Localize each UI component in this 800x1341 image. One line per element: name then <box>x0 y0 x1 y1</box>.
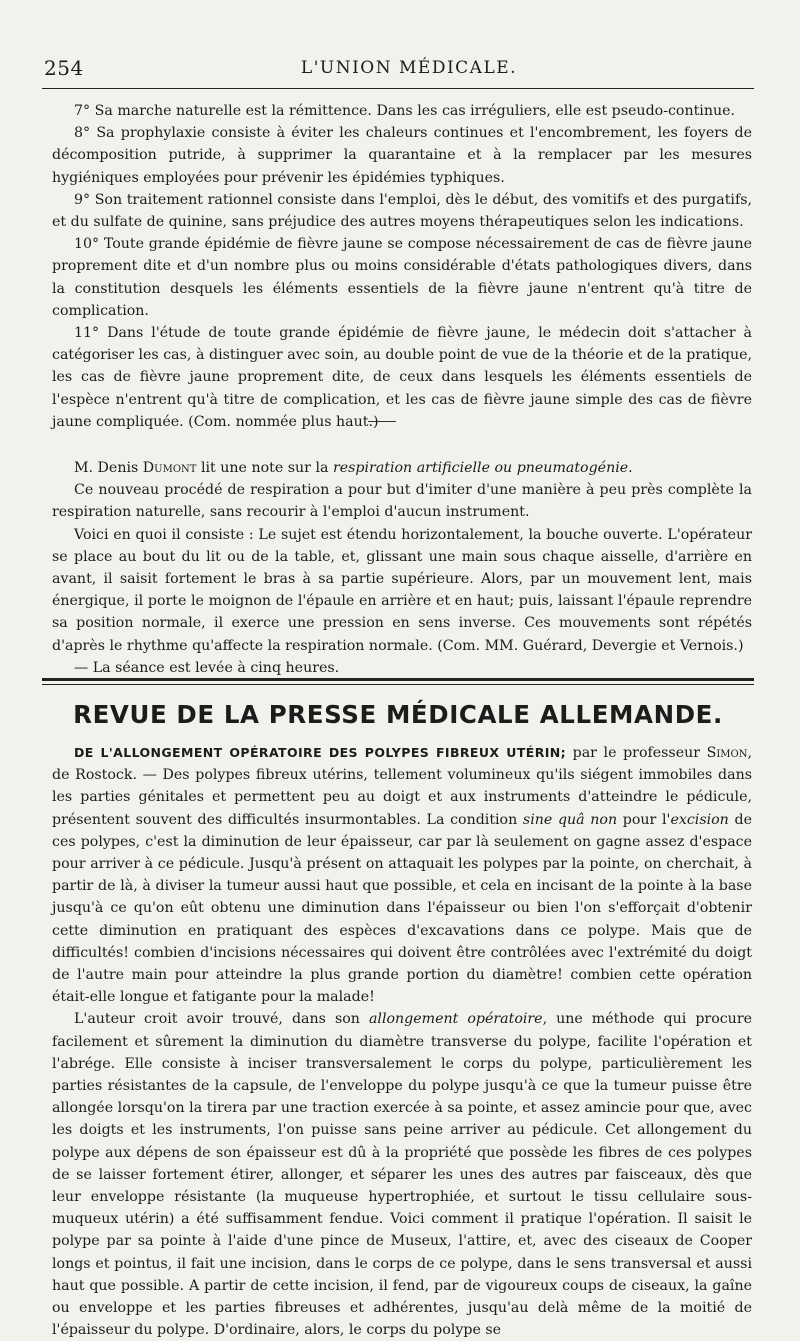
dumont-intro-prefix: M. Denis <box>74 460 143 477</box>
dumont-intro-mid: lit une note sur la <box>196 460 333 477</box>
author-prefix: par le professeur <box>566 745 707 761</box>
article-p2-a: L'auteur croit avoir trouvé, dans son <box>74 1011 369 1028</box>
dumont-name: Dumont <box>142 460 197 477</box>
article-p1-a: , de Rostock. — Des polypes fibreux utérins, tellement volumineux qu'ils siégent immobiles dans les parties génitales et permettent peu au doigt et aux instruments d'atteindre le pédicule, présentent souvent des difficultés insurmontables. La condition <box>52 745 752 828</box>
conclusion-10: 10° Toute grande épidémie de fièvre jaune se compose nécessairement de cas de fièvre jaune proprement dite et d'un nombre plus ou moins considérable d'états pathologiques divers, dans la constitution desquels les éléments essentiels de la fièvre jaune n'entrent qu'à titre de complication. <box>52 236 752 319</box>
running-header <box>44 54 754 84</box>
dumont-paragraph-3: Voici en quoi il consiste : Le sujet est étendu horizontalement, la bouche ouverte. L'opérateur se place au bout du lit ou de la table, et, glissant une main sous chaque aisselle, d'arrière en avant, il saisit fortement le bras à sa partie supérieure. Alors, par un mouvement lent, mais énergique, il porte le moignon de l'épaule en arrière et en haut; puis, laissant l'épaule reprendre sa position normale, il exerce une pression en sens inverse. Ces mouvements sont répétés d'après le rhythme qu'affecte la respiration normale. (Com. MM. Guérard, Devergie et Vernois.) <box>52 526 752 654</box>
conclusion-11: 11° Dans l'étude de toute grande épidémie de fièvre jaune, le médecin doit s'attacher à catégoriser les cas, à distinguer avec soin, au double point de vue de la théorie et de la pratique, les cas de fièvre jaune proprement dite, de ceux dans lesquels les éléments essentiels de l'espèce n'entrent qu'à titre de complication, et les cas de fièvre jaune simple des cas de fièvre jaune compliquée. (Com. nommée plus haut.) <box>52 325 752 430</box>
term-sine-qua-non: sine quâ non <box>522 811 618 828</box>
academy-report <box>52 100 752 679</box>
author-name: Simon <box>706 745 748 761</box>
separator-mark <box>368 421 396 422</box>
article-heading: DE L'ALLONGEMENT OPÉRATOIRE DES POLYPES FIBREUX UTÉRIN; <box>74 745 567 760</box>
german-press-article <box>52 742 752 1341</box>
article-p2-b: , une méthode qui procure facilement et sûrement la diminution du diamètre transverse du polype, facilite l'opération et l'abrége. Elle consiste à inciser transversalement le corps du polype, particulièrement les parties résistantes de la capsule, de l'enveloppe du polype jusqu'à ce que la tumeur puisse être allongée lorsqu'on la tirera par une traction exercée à sa pointe, et assez amincie pour que, avec les doigts et les instruments, l'on puisse sans peine arriver au pédicule. Cet allongement du polype aux dépens de son épaisseur est dû à la propriété que possède les fibres de ces polypes de se laisser fortement étirer, allonger, et séparer les unes des autres par faisceaux, dès que leur enveloppe résistante (la muqueuse hypertrophiée, et surtout le tissu cellulaire sous-muqueux utérin) a été suffisamment fendue. Voici comment il pratique l'opération. Il saisit le polype par sa pointe à l'aide d'une pince de Museux, l'attire, et, avec des ciseaux de Cooper longs et pointus, il fait une incision, dans le corps de ce polype, dans le sens transversal et aussi haut que possible. A partir de cette incision, il fend, par de vigoureux coups de ciseaux, la gaîne ou enveloppe et les parties fibreuses et adhérentes, jusqu'au delà même de la moitié de l'épaisseur du polype. D'ordinaire, alors, le corps du polype se <box>52 1011 752 1339</box>
article-paragraph-2 <box>52 1008 752 1341</box>
conclusion-9: 9° Son traitement rationnel consiste dans l'emploi, dès le début, des vomitifs et des purgatifs, et du sulfate de quinine, sans préjudice des autres moyens thérapeutiques selon les indications. <box>52 191 752 231</box>
dumont-paragraph-2: Ce nouveau procédé de respiration a pour but d'imiter d'une manière à peu près complète la respiration naturelle, sans recourir à l'emploi d'aucun instrument. <box>52 482 752 521</box>
section-double-rule-thin <box>42 684 754 685</box>
article-p1-b: pour l' <box>617 811 671 828</box>
conclusion-7: 7° Sa marche naturelle est la rémittence. Dans les cas irréguliers, elle est pseudo-continue. <box>74 103 736 119</box>
conclusion-8: 8° Sa prophylaxie consiste à éviter les chaleurs continues et l'encombrement, les foyers de décomposition putride, à supprimer la quarantaine et à la remplacer par les mesures hygiéniques employées pour prévenir les épidémies typhiques. <box>52 125 752 186</box>
note-title: respiration artificielle ou pneumatogénie. <box>332 460 633 477</box>
header-rule <box>42 88 754 89</box>
dumont-intro <box>52 457 752 479</box>
article-paragraph-1 <box>52 742 752 1008</box>
session-closing: — La séance est levée à cinq heures. <box>74 659 340 676</box>
term-allongement: allongement opératoire <box>368 1011 543 1028</box>
section-double-rule-thick <box>42 678 754 681</box>
article-p1-c: de ces polypes, c'est la diminution de leur épaisseur, car par là seulement on gagne assez d'espace pour arriver à ce pédicule. Jusqu'à présent on attaquait les polypes par la pointe, on cherchait, à partir de là, à diviser la tumeur aussi haut que possible, et cela en incisant de la pointe à la base jusqu'à ce qu'on eût obtenu une diminution dans l'épaisseur ou bien l'on s'efforçait d'obtenir cette diminution en pratiquant des espèces d'excavations dans ce polype. Mais que de difficultés! combien d'incisions nécessaires qui doivent être contrôlées avec l'extrémité du doigt de l'autre main pour atteindre la plus grande portion du diamètre! combien cette opération était-elle longue et fatigante pour la malade! <box>52 811 752 1006</box>
page-number: 254 <box>44 56 84 80</box>
term-excision: excision <box>670 811 729 828</box>
journal-title: L'UNION MÉDICALE. <box>300 58 518 78</box>
section-title: REVUE DE LA PRESSE MÉDICALE ALLEMANDE. <box>73 700 723 729</box>
